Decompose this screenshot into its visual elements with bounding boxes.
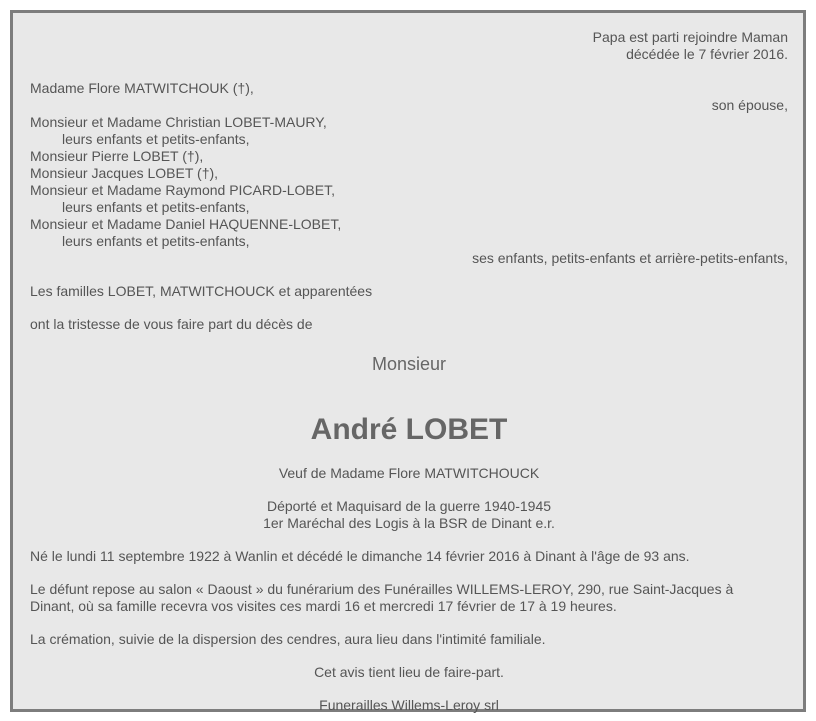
children-role: ses enfants, petits-enfants et arrière-petits-enfants, bbox=[472, 250, 788, 266]
children-line: Monsieur Jacques LOBET (†), bbox=[30, 165, 219, 181]
title-line: Déporté et Maquisard de la guerre 1940-1945 bbox=[266, 498, 552, 514]
epigraph-line-1: Papa est parti rejoindre Maman bbox=[592, 29, 788, 45]
notice-line: Cet avis tient lieu de faire-part. bbox=[314, 664, 504, 680]
families-line: Les familles LOBET, MATWITCHOUCK et apparentées bbox=[30, 283, 373, 299]
children-line: leurs enfants et petits-enfants, bbox=[62, 199, 250, 215]
deceased-name: André LOBET bbox=[310, 413, 508, 446]
children-line: leurs enfants et petits-enfants, bbox=[62, 233, 250, 249]
visitation-line: Dinant, où sa famille recevra vos visites ces mardi 16 et mercredi 17 février de 17 à 19 heures. bbox=[30, 598, 617, 614]
epigraph bbox=[30, 29, 788, 63]
birth-death-line: Né le lundi 11 septembre 1922 à Wanlin et décédé le dimanche 14 février 2016 à Dinant à l'âge de 93 ans. bbox=[30, 548, 690, 564]
spouse-name: Madame Flore MATWITCHOUK (†), bbox=[30, 80, 254, 96]
honorific: Monsieur bbox=[371, 354, 447, 374]
announcement-line: ont la tristesse de vous faire part du décès de bbox=[30, 316, 313, 332]
children-line: Monsieur et Madame Raymond PICARD-LOBET, bbox=[30, 182, 335, 198]
title-line: 1er Maréchal des Logis à la BSR de Dinant e.r. bbox=[263, 515, 555, 531]
children-line: Monsieur et Madame Christian LOBET-MAURY, bbox=[30, 114, 327, 130]
cremation-line: La crémation, suivie de la dispersion des cendres, aura lieu dans l'intimité familiale. bbox=[30, 631, 546, 647]
obituary-content bbox=[30, 29, 788, 714]
children-line: leurs enfants et petits-enfants, bbox=[62, 131, 250, 147]
spouse-role: son épouse, bbox=[711, 97, 788, 113]
widower-line: Veuf de Madame Flore MATWITCHOUCK bbox=[278, 465, 540, 481]
children-line: Monsieur Pierre LOBET (†), bbox=[30, 148, 204, 164]
children-line: Monsieur et Madame Daniel HAQUENNE-LOBET, bbox=[30, 216, 342, 232]
visitation-line: Le défunt repose au salon « Daoust » du funérarium des Funérailles WILLEMS-LEROY, 290, rue Saint-Jacques à bbox=[30, 581, 734, 597]
obituary-card bbox=[10, 10, 806, 712]
funeral-home: Funerailles Willems-Leroy srl bbox=[319, 697, 499, 713]
epigraph-line-2: décédée le 7 février 2016. bbox=[626, 46, 788, 62]
